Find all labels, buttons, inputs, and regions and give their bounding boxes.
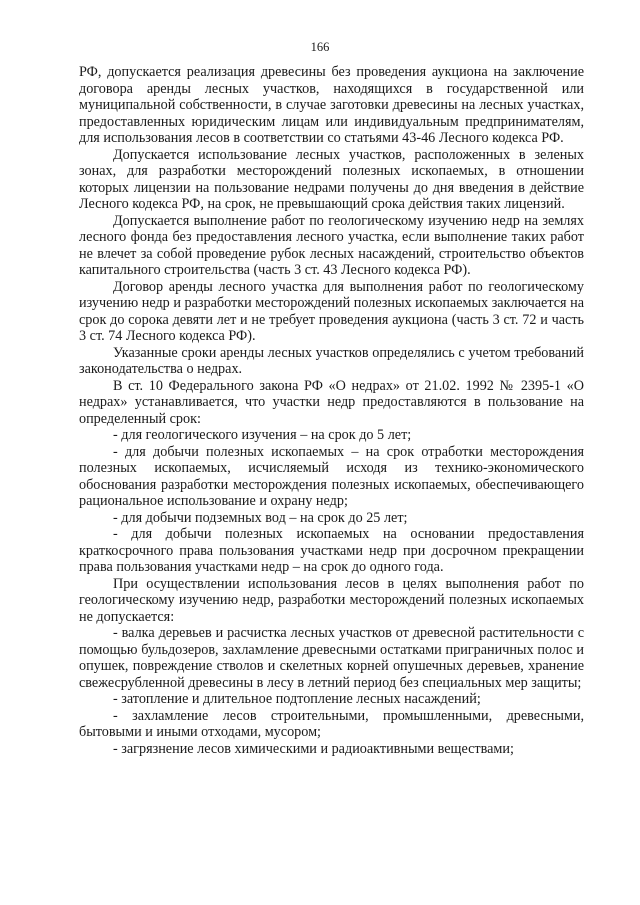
- list-item-geology: - для геологического изучения – на срок до 5 лет;: [113, 427, 412, 443]
- list-item-waste: - захламление лесов строительными, промышленными, древесными, бытовыми и иными отходами, мусором;: [79, 707, 584, 740]
- list-item-flooding: - затопление и длительное подтопление лесных насаждений;: [113, 691, 481, 707]
- list-item-pollution: - загрязнение лесов химическими и радиоактивными веществами;: [113, 740, 514, 757]
- paragraph-3: Допускается выполнение работ по геологическому изучению недр на землях лесного фонда без предоставления лесного участка, если выполнение таких работ не влечет за собой проведение рубок лесных насаждений, строительство объектов капитального строительства (часть 3 ст. 43 Лесного кодекса РФ).: [79, 212, 584, 278]
- paragraph-2: Допускается использование лесных участков, расположенных в зеленых зонах, для разработки месторождений полезных ископаемых, в отношении которых лицензии на пользование недрами получены до дня введения в действие Лесного кодекса РФ, на срок, не превышающий срока действия таких лицензий.: [79, 146, 584, 212]
- paragraph-5: Указанные сроки аренды лесных участков определялись с учетом требований законодательства о недрах.: [79, 344, 584, 377]
- list-item-mining: - для добычи полезных ископаемых – на срок отработки месторождения полезных ископаемых, исчисляемый исходя из технико-экономического обоснования разработки месторождения полезных ископаемых, обеспечивающего рациональное использование и охрану недр;: [79, 443, 584, 509]
- list-item-felling: - валка деревьев и расчистка лесных участков от древесной растительности с помощью бульдозеров, захламление древесными остатками приграничных полос и опушек, повреждение стволов и скелетных корней опушечных деревьев, хранение свежесрубленной древесины в лесу в летний период без специальных мер защиты;: [79, 625, 584, 691]
- paragraph-1: РФ, допускается реализация древесины без проведения аукциона на заключение договора аренды лесных участков, находящихся в государственной или муниципальной собственности, в случае заготовки древесины на лесных участках, предоставленных юридическим лицам или индивидуальным предпринимателям, для использования лесов в соответствии со статьями 43-46 Лесного кодекса РФ.: [79, 64, 584, 146]
- paragraph-6: В ст. 10 Федерального закона РФ «О недрах» от 21.02. 1992 № 2395-1 «О недрах» устанавливается, что участки недр предоставляются в пользование на определенный срок:: [79, 377, 584, 427]
- page-number: 166: [310, 40, 330, 54]
- body-text: [79, 64, 584, 757]
- paragraph-prohibitions: При осуществлении использования лесов в целях выполнения работ по геологическому изучению недр, разработки месторождений полезных ископаемых не допускается:: [79, 575, 584, 625]
- paragraph-4: Договор аренды лесного участка для выполнения работ по геологическому изучению недр и разработки месторождений полезных ископаемых заключается на срок до сорока девяти лет и не требует проведения аукциона (часть 3 ст. 72 и часть 3 ст. 74 Лесного кодекса РФ).: [79, 278, 584, 344]
- list-item-groundwater: - для добычи подземных вод – на срок до 25 лет;: [113, 509, 408, 526]
- list-item-short-term: - для добычи полезных ископаемых на основании предоставления краткосрочного права пользования участками недр при досрочном прекращении права пользования участками недр – на срок до одного года.: [79, 526, 584, 575]
